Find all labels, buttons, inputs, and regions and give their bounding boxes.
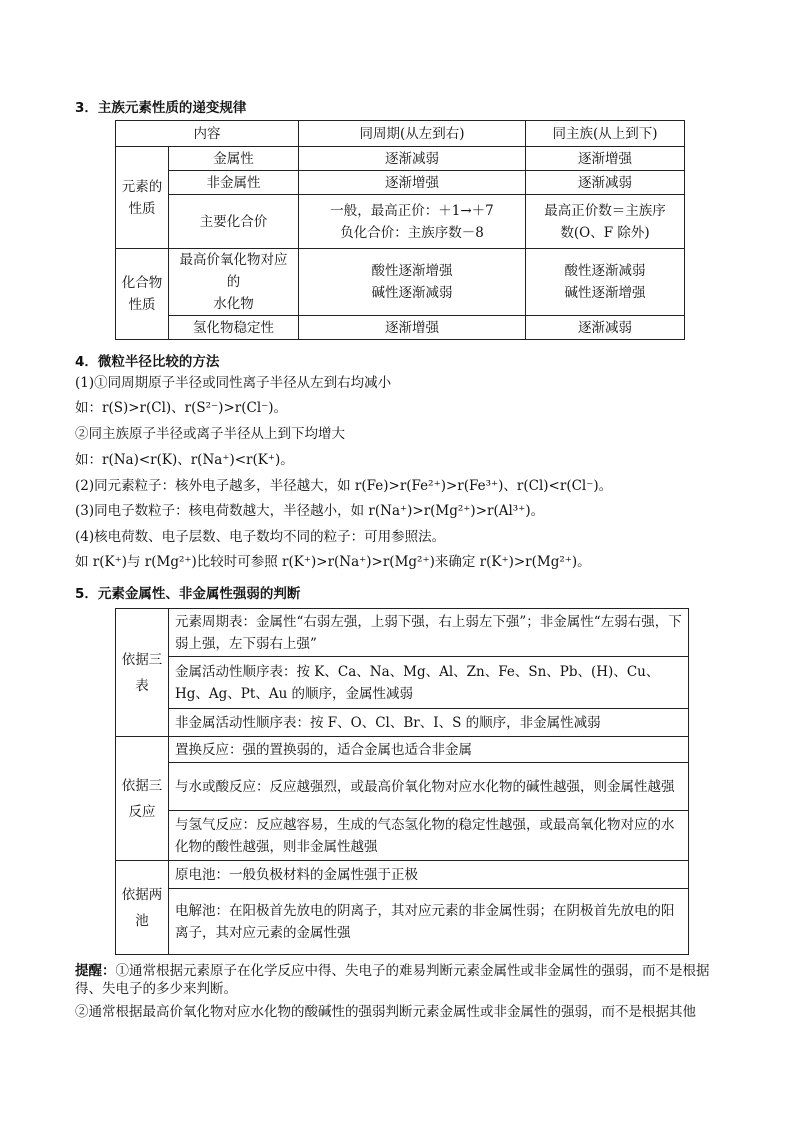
cell-line: 数(O、F 除外) [560,224,650,241]
tip-text: ①通常根据元素原子在化学反应中得、失电子的难易判断元素金属性或非金属性的强弱，而不是根据得、失电子的多少来判断。 [75,963,710,997]
cell-line: 一般，最高正价：＋1→＋7 [330,202,494,219]
row-label: 非金属性 [169,171,299,195]
cell-line: 碱性逐渐减弱 [371,285,453,301]
group-element-properties: 元素的性质 [116,147,169,249]
text-line: 如：r(Na)<r(K)、r(Na⁺)<r(K⁺)。 [75,452,294,468]
text-line: (2)同元素粒子：核外电子越多，半径越大，如 r(Fe)>r(Fe²⁺)>r(Fe³⁺)、r(Cl)<r(Cl⁻)。 [75,478,613,494]
cell-line: 最高正价数＝主族序 [544,202,666,219]
basis-item: 与氢气反应：反应越容易，生成的气态氢化物的稳定性越强，或最高氧化物对应的水化物的酸性越强，则非金属性越强 [169,811,689,861]
row-label: 金属性 [169,147,299,171]
basis-three-reactions: 依据三反应 [116,737,169,861]
cell-oxide-group [526,249,685,316]
cell-line: 水化物 [213,296,254,312]
cell-oxide-period [299,249,526,316]
tip-label: 提醒： [75,963,116,979]
basis-item: 与水或酸反应：反应越强烈，或最高价氧化物对应水化物的碱性越强，则金属性越强 [169,763,689,811]
cell: 逐渐增强 [299,171,526,195]
tip-2: ②通常根据最高价氧化物对应水化物的酸碱性的强弱判断元素金属性或非金属性的强弱，而不是根据其他 [75,1004,696,1020]
cell-valence-group [526,195,685,249]
text-line: (1)①同周期原子半径或同性离子半径从左到右均减小 [75,375,392,391]
text-line: 如：r(S)>r(Cl)、r(S²⁻)>r(Cl⁻)。 [75,400,288,416]
periodic-trends-table [115,120,685,340]
tip-1 [75,962,735,998]
cell: 逐渐增强 [526,147,685,171]
basis-item: 置换反应：强的置换弱的，适合金属也适合非金属 [169,737,689,763]
group-compound-properties: 化合物性质 [116,249,169,340]
header-group: 同主族(从上到下) [526,121,685,147]
cell: 逐渐减弱 [526,171,685,195]
basis-item: 非金属活动性顺序表：按 F、O、Cl、Br、I、S 的顺序，非金属性减弱 [169,709,689,737]
basis-item: 金属活动性顺序表：按 K、Ca、Na、Mg、Al、Zn、Fe、Sn、Pb、(H)、Cu、Hg、Ag、Pt、Au 的顺序，金属性减弱 [169,657,689,709]
cell: 逐渐减弱 [526,316,685,340]
row-label: 主要化合价 [169,195,299,249]
cell-line: 负化合价：主族序数－8 [340,224,484,241]
text-line: ②同主族原子半径或离子半径从上到下均增大 [75,426,345,442]
section-5-title: 5．元素金属性、非金属性强弱的判断 [75,586,301,602]
text-line: (3)同电子数粒子：核电荷数越大，半径越小，如 r(Na⁺)>r(Mg²⁺)>r(Al³⁺)。 [75,503,545,519]
cell: 逐渐减弱 [299,147,526,171]
section-4-title: 4．微粒半径比较的方法 [75,354,220,370]
basis-item: 原电池：一般负极材料的金属性强于正极 [169,861,689,889]
cell: 逐渐增强 [299,316,526,340]
cell-line: 碱性逐渐增强 [564,285,646,301]
header-period: 同周期(从左到右) [299,121,526,147]
cell-valence-period [299,195,526,249]
cell-line: 最高价氧化物对应的 [179,252,288,290]
metallicity-judgment-table [115,608,689,955]
section-3-title: 3．主族元素性质的递变规律 [75,100,247,116]
row-label: 氢化物稳定性 [169,316,299,340]
text-line: (4)核电荷数、电子层数、电子数均不同的粒子：可用参照法。 [75,529,446,545]
basis-two-cells: 依据两池 [116,861,169,955]
row-label-oxide [169,249,299,316]
header-content: 内容 [116,121,299,147]
basis-three-tables: 依据三表 [116,609,169,737]
cell-line: 酸性逐渐减弱 [564,263,646,279]
cell-line: 酸性逐渐增强 [371,263,453,279]
text-line: 如 r(K⁺)与 r(Mg²⁺)比较时可参照 r(K⁺)>r(Na⁺)>r(Mg²⁺)来确定 r(K⁺)>r(Mg²⁺)。 [75,554,591,570]
basis-item: 元素周期表：金属性“右弱左强，上弱下强，右上弱左下强”；非金属性“左弱右强，下弱上强，左下弱右上强” [169,609,689,657]
basis-item: 电解池：在阳极首先放电的阴离子，其对应元素的非金属性弱；在阴极首先放电的阳离子，其对应元素的金属性强 [169,889,689,955]
